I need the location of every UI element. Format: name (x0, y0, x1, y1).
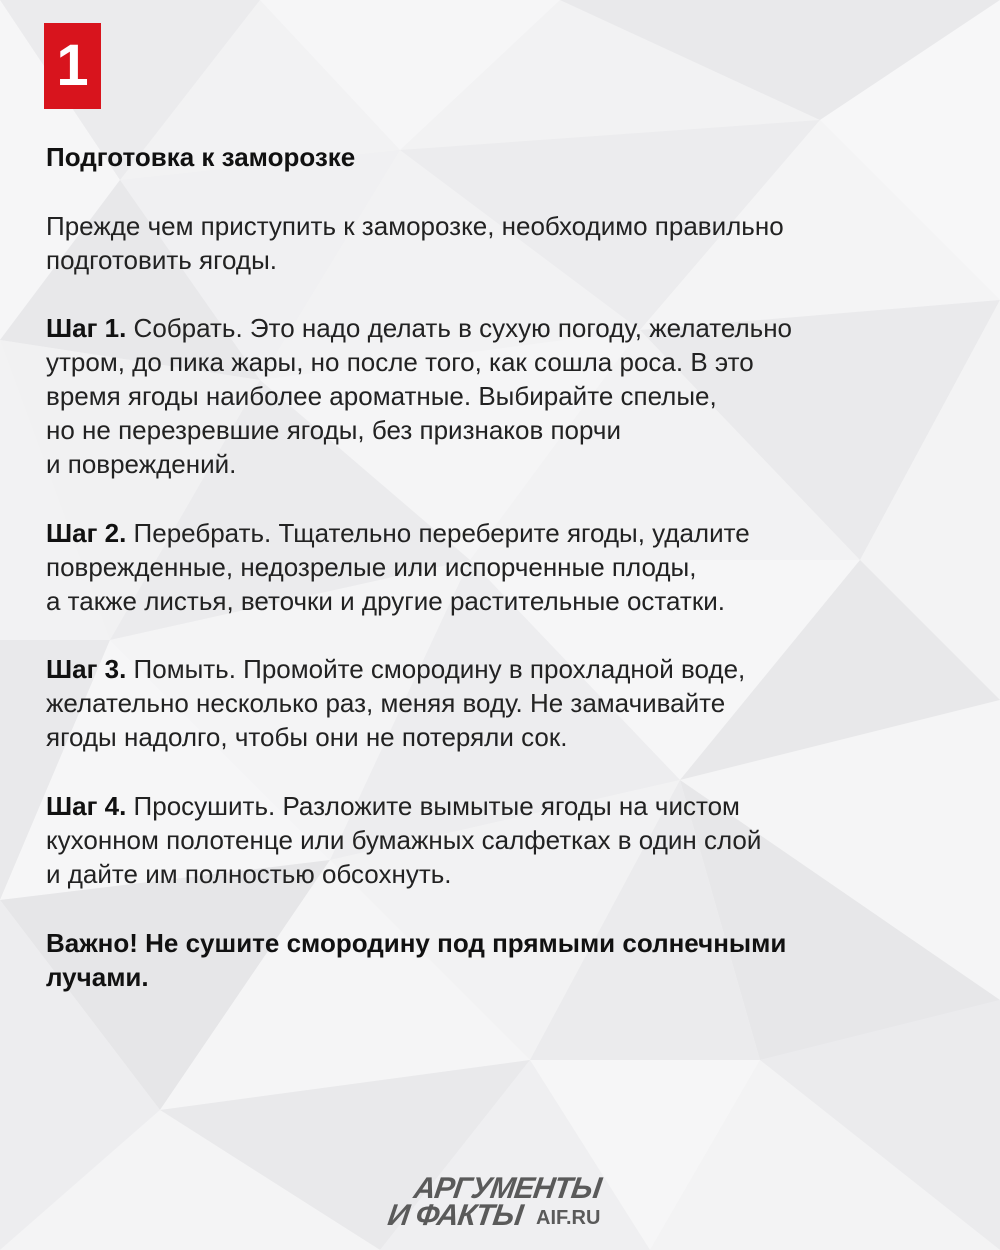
aif-logo (385, 1172, 638, 1232)
step-4-text: Просушить. Разложите вымытые ягоды на чистом кухонном полотенце или бумажных салфетках в один слой и дайте им полностью обсохнуть. (46, 791, 762, 889)
logo-site: AIF.RU (536, 1207, 601, 1229)
step-4-paragraph (46, 789, 956, 891)
step-1-paragraph (46, 311, 956, 481)
important-note: Важно! Не сушите смородину под прямыми солнечными лучами. (46, 928, 787, 992)
step-3-label: Шаг 3. (46, 654, 127, 684)
step-2-text: Перебрать. Тщательно переберите ягоды, удалите поврежденные, недозрелые или испорченные плоды, а также листья, веточки и другие растительные остатки. (46, 518, 750, 616)
step-1-text: Собрать. Это надо делать в сухую погоду, желательно утром, до пика жары, но после того, как сошла роса. В это время ягоды наиболее ароматные. Выбирайте спелые, но не перезревшие ягоды, без признаков порчи и повреждений. (46, 313, 793, 479)
step-1-label: Шаг 1. (46, 313, 127, 343)
intro-paragraph: Прежде чем приступить к заморозке, необходимо правильно подготовить ягоды. (46, 211, 784, 275)
slide-number-badge: 1 (44, 23, 101, 109)
section-title: Подготовка к заморозке (46, 142, 356, 172)
logo-line-1: АРГУМЕНТЫ (411, 1172, 603, 1205)
step-3-paragraph (46, 652, 956, 754)
step-2-label: Шаг 2. (46, 518, 127, 548)
logo-line-2: И ФАКТЫ (385, 1199, 525, 1232)
step-3-text: Помыть. Промойте смородину в прохладной воде, желательно несколько раз, меняя воду. Не замачивайте ягоды надолго, чтобы они не потеряли сок. (46, 654, 746, 752)
step-2-paragraph (46, 516, 956, 618)
step-4-label: Шаг 4. (46, 791, 127, 821)
